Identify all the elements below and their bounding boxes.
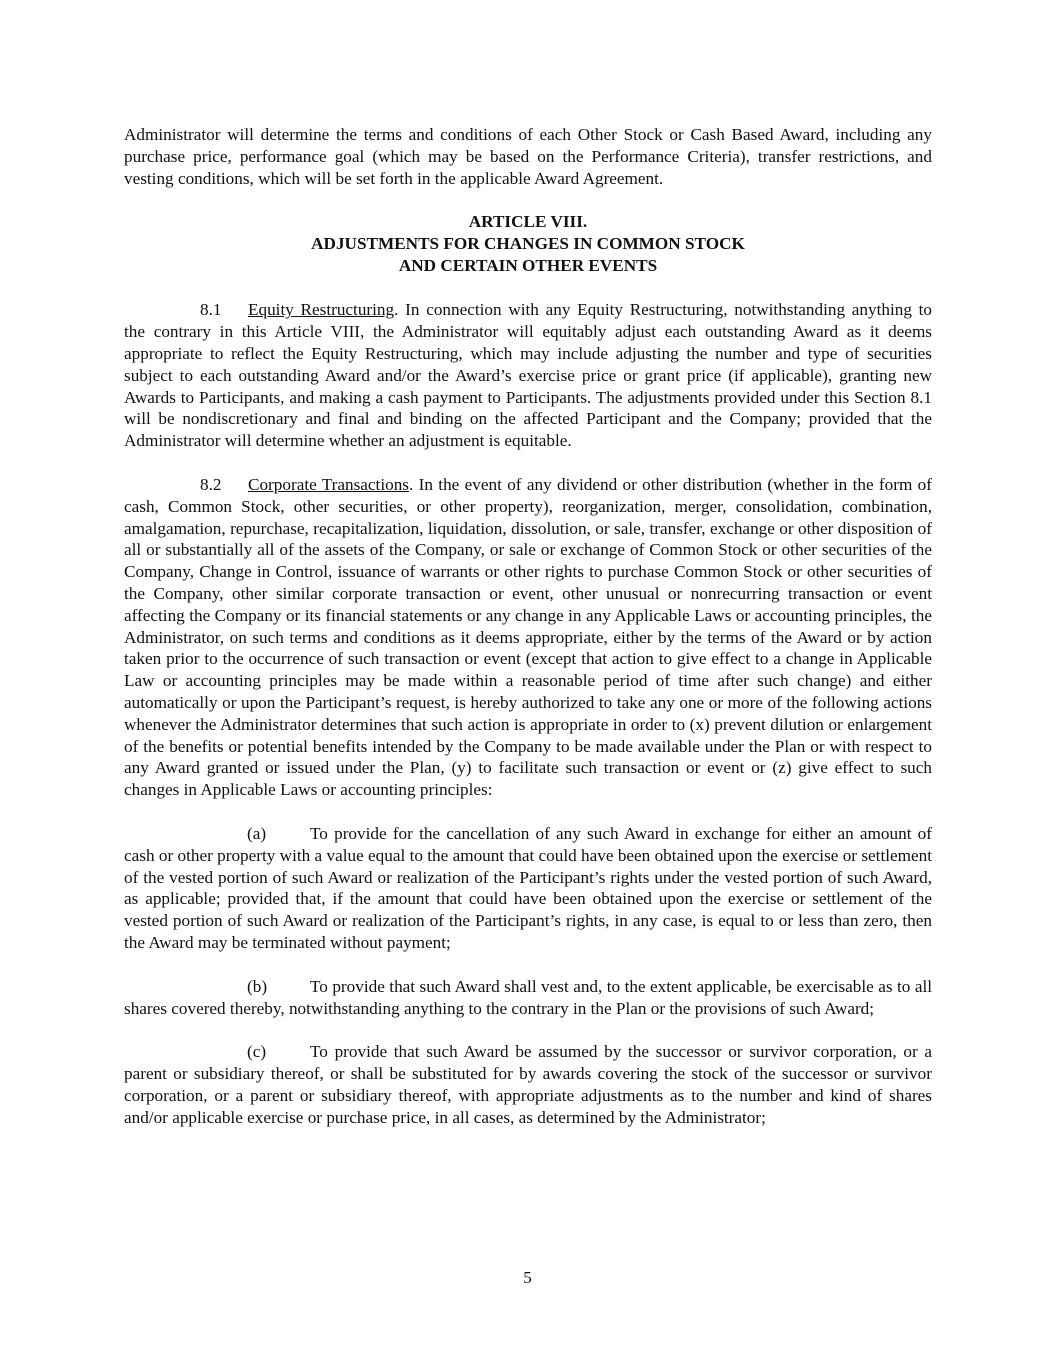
document-page xyxy=(124,124,932,1150)
subsection-c xyxy=(124,1041,932,1128)
section-body: . In connection with any Equity Restructuring, notwithstanding anything to the contrary in this Article VIII, the Administrator will equitably adjust each outstanding Award as it deems appropriate to reflect the Equity Restructuring, which may include adjusting the number and type of securities subject to each outstanding Award and/or the Award’s exercise price or grant price (if applicable), granting new Awards to Participants, and making a cash payment to Participants. The adjustments provided under this Section 8.1 will be nondiscretionary and final and binding on the affected Participant and the Company; provided that the Administrator will determine whether an adjustment is equitable. xyxy=(124,300,933,451)
subsection-a xyxy=(124,823,932,954)
subsection-body: To provide that such Award shall vest and, to the extent applicable, be exercisable as to all shares covered thereby, notwithstanding anything to the contrary in the Plan or the provisions of such Award; xyxy=(124,976,932,1018)
subsection-letter: (c) xyxy=(247,1042,267,1062)
article-title-line-1: ADJUSTMENTS FOR CHANGES IN COMMON STOCK xyxy=(311,234,745,254)
section-body: . In the event of any dividend or other distribution (whether in the form of cash, Common Stock, other securities, or other property), reorganization, merger, consolidation, combination, amalgamation, repurchase, recapitalization, liquidation, dissolution, or sale, transfer, exchange or other disposition of all or substantially all of the assets of the Company, or sale or exchange of Common Stock or other securities of the Company, Change in Control, issuance of warrants or other rights to purchase Common Stock or other securities of the Company, other similar corporate transaction or event, other unusual or nonrecurring transaction or event affecting the Company or its financial statements or any change in any Applicable Laws or accounting principles, the Administrator, on such terms and conditions as it deems appropriate, either by the terms of the Award or by action taken prior to the occurrence of such transaction or event (except that action to give effect to a change in Applicable Law or accounting principles may be made within a reasonable period of time after such change) and either automatically or upon the Participant’s request, is hereby authorized to take any one or more of the following actions whenever the Administrator determines that such action is appropriate in order to (x) prevent dilution or enlargement of the benefits or potential benefits intended by the Company to be made available under the Plan or with respect to any Award granted or issued under the Plan, (y) to facilitate such transaction or event or (z) give effect to such changes in Applicable Laws or accounting principles: xyxy=(124,474,932,800)
intro-paragraph: Administrator will determine the terms and conditions of each Other Stock or Cash Based Award, including any purchase price, performance goal (which may be based on the Performance Criteria), transfer restrictions, and vesting conditions, which will be set forth in the applicable Award Agreement. xyxy=(124,125,932,188)
subsection-letter: (a) xyxy=(247,823,267,843)
page-number: 5 xyxy=(523,1268,532,1287)
section-title: Corporate Transactions xyxy=(248,474,409,494)
section-8-1 xyxy=(124,299,932,452)
article-number: ARTICLE VIII. xyxy=(468,212,588,232)
section-title: Equity Restructuring xyxy=(248,300,395,320)
subsection-b xyxy=(124,976,932,1020)
subsection-body: To provide that such Award be assumed by the successor or survivor corporation, or a parent or subsidiary thereof, or shall be substituted for by awards covering the stock of the successor or survivor corporation, or a parent or subsidiary thereof, with appropriate adjustments as to the number and kind of shares and/or applicable exercise or purchase price, in all cases, as determined by the Administrator; xyxy=(124,1042,932,1127)
subsection-letter: (b) xyxy=(247,976,268,996)
section-8-2 xyxy=(124,474,932,801)
subsection-body: To provide for the cancellation of any such Award in exchange for either an amount of cash or other property with a value equal to the amount that could have been obtained upon the exercise or settlement of the vested portion of such Award or realization of the Participant’s rights under the vested portion of such Award, as applicable; provided that, if the amount that could have been obtained upon the exercise or settlement of the vested portion of such Award or realization of the Participant’s rights, in any case, is equal to or less than zero, then the Award may be terminated without payment; xyxy=(124,823,932,952)
article-heading xyxy=(124,211,932,277)
section-number: 8.2 xyxy=(200,474,222,494)
article-title-line-2: AND CERTAIN OTHER EVENTS xyxy=(398,256,658,276)
section-number: 8.1 xyxy=(200,300,222,320)
